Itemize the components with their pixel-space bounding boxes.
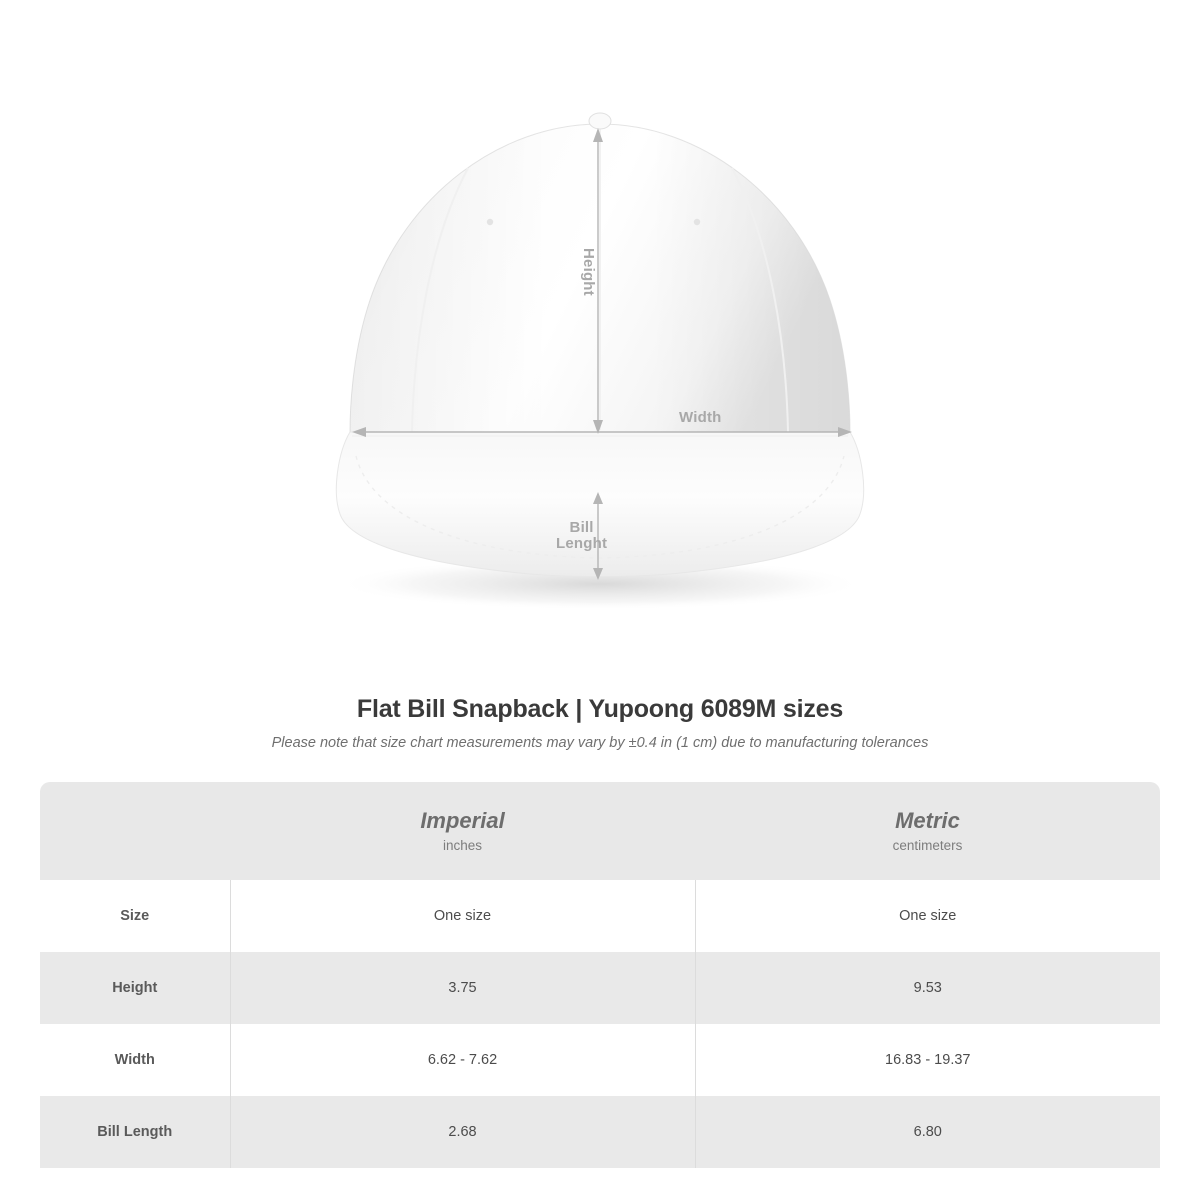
cell-size-imperial: One size [230,880,695,952]
table-header-imperial [230,782,695,880]
title-block [0,660,1200,751]
row-label-height: Height [40,952,230,1024]
table-row [40,880,1160,952]
width-measure-label: Width [679,409,722,426]
height-measure-label: Height [580,248,597,296]
cell-size-metric: One size [695,880,1160,952]
row-label-size: Size [40,880,230,952]
bill-length-measure-label [556,520,607,552]
cell-bill-length-imperial: 2.68 [230,1096,695,1168]
cell-width-metric: 16.83 - 19.37 [695,1024,1160,1096]
metric-title: Metric [895,807,960,833]
cell-bill-length-metric: 6.80 [695,1096,1160,1168]
table-header-metric [695,782,1160,880]
page-title: Flat Bill Snapback | Yupoong 6089M sizes [356,695,844,723]
tolerance-note: Please note that size chart measurements may vary by ±0.4 in (1 cm) due to manufacturing tolerances [271,735,929,751]
size-table [40,782,1160,1168]
cell-width-imperial: 6.62 - 7.62 [230,1024,695,1096]
table-header-row [40,782,1160,880]
imperial-subtitle: inches [442,838,483,854]
cell-height-imperial: 3.75 [230,952,695,1024]
row-label-bill-length: Bill Length [40,1096,230,1168]
table-row [40,1096,1160,1168]
bill-label-line2: Lenght [556,535,608,552]
table-row [40,952,1160,1024]
table-header-corner [40,782,230,880]
imperial-title: Imperial [420,807,505,833]
size-table-wrapper [40,782,1160,1168]
row-label-width: Width [40,1024,230,1096]
bill-label-line1: Bill [569,519,594,536]
metric-subtitle: centimeters [892,838,963,854]
cell-height-metric: 9.53 [695,952,1160,1024]
table-row [40,1024,1160,1096]
